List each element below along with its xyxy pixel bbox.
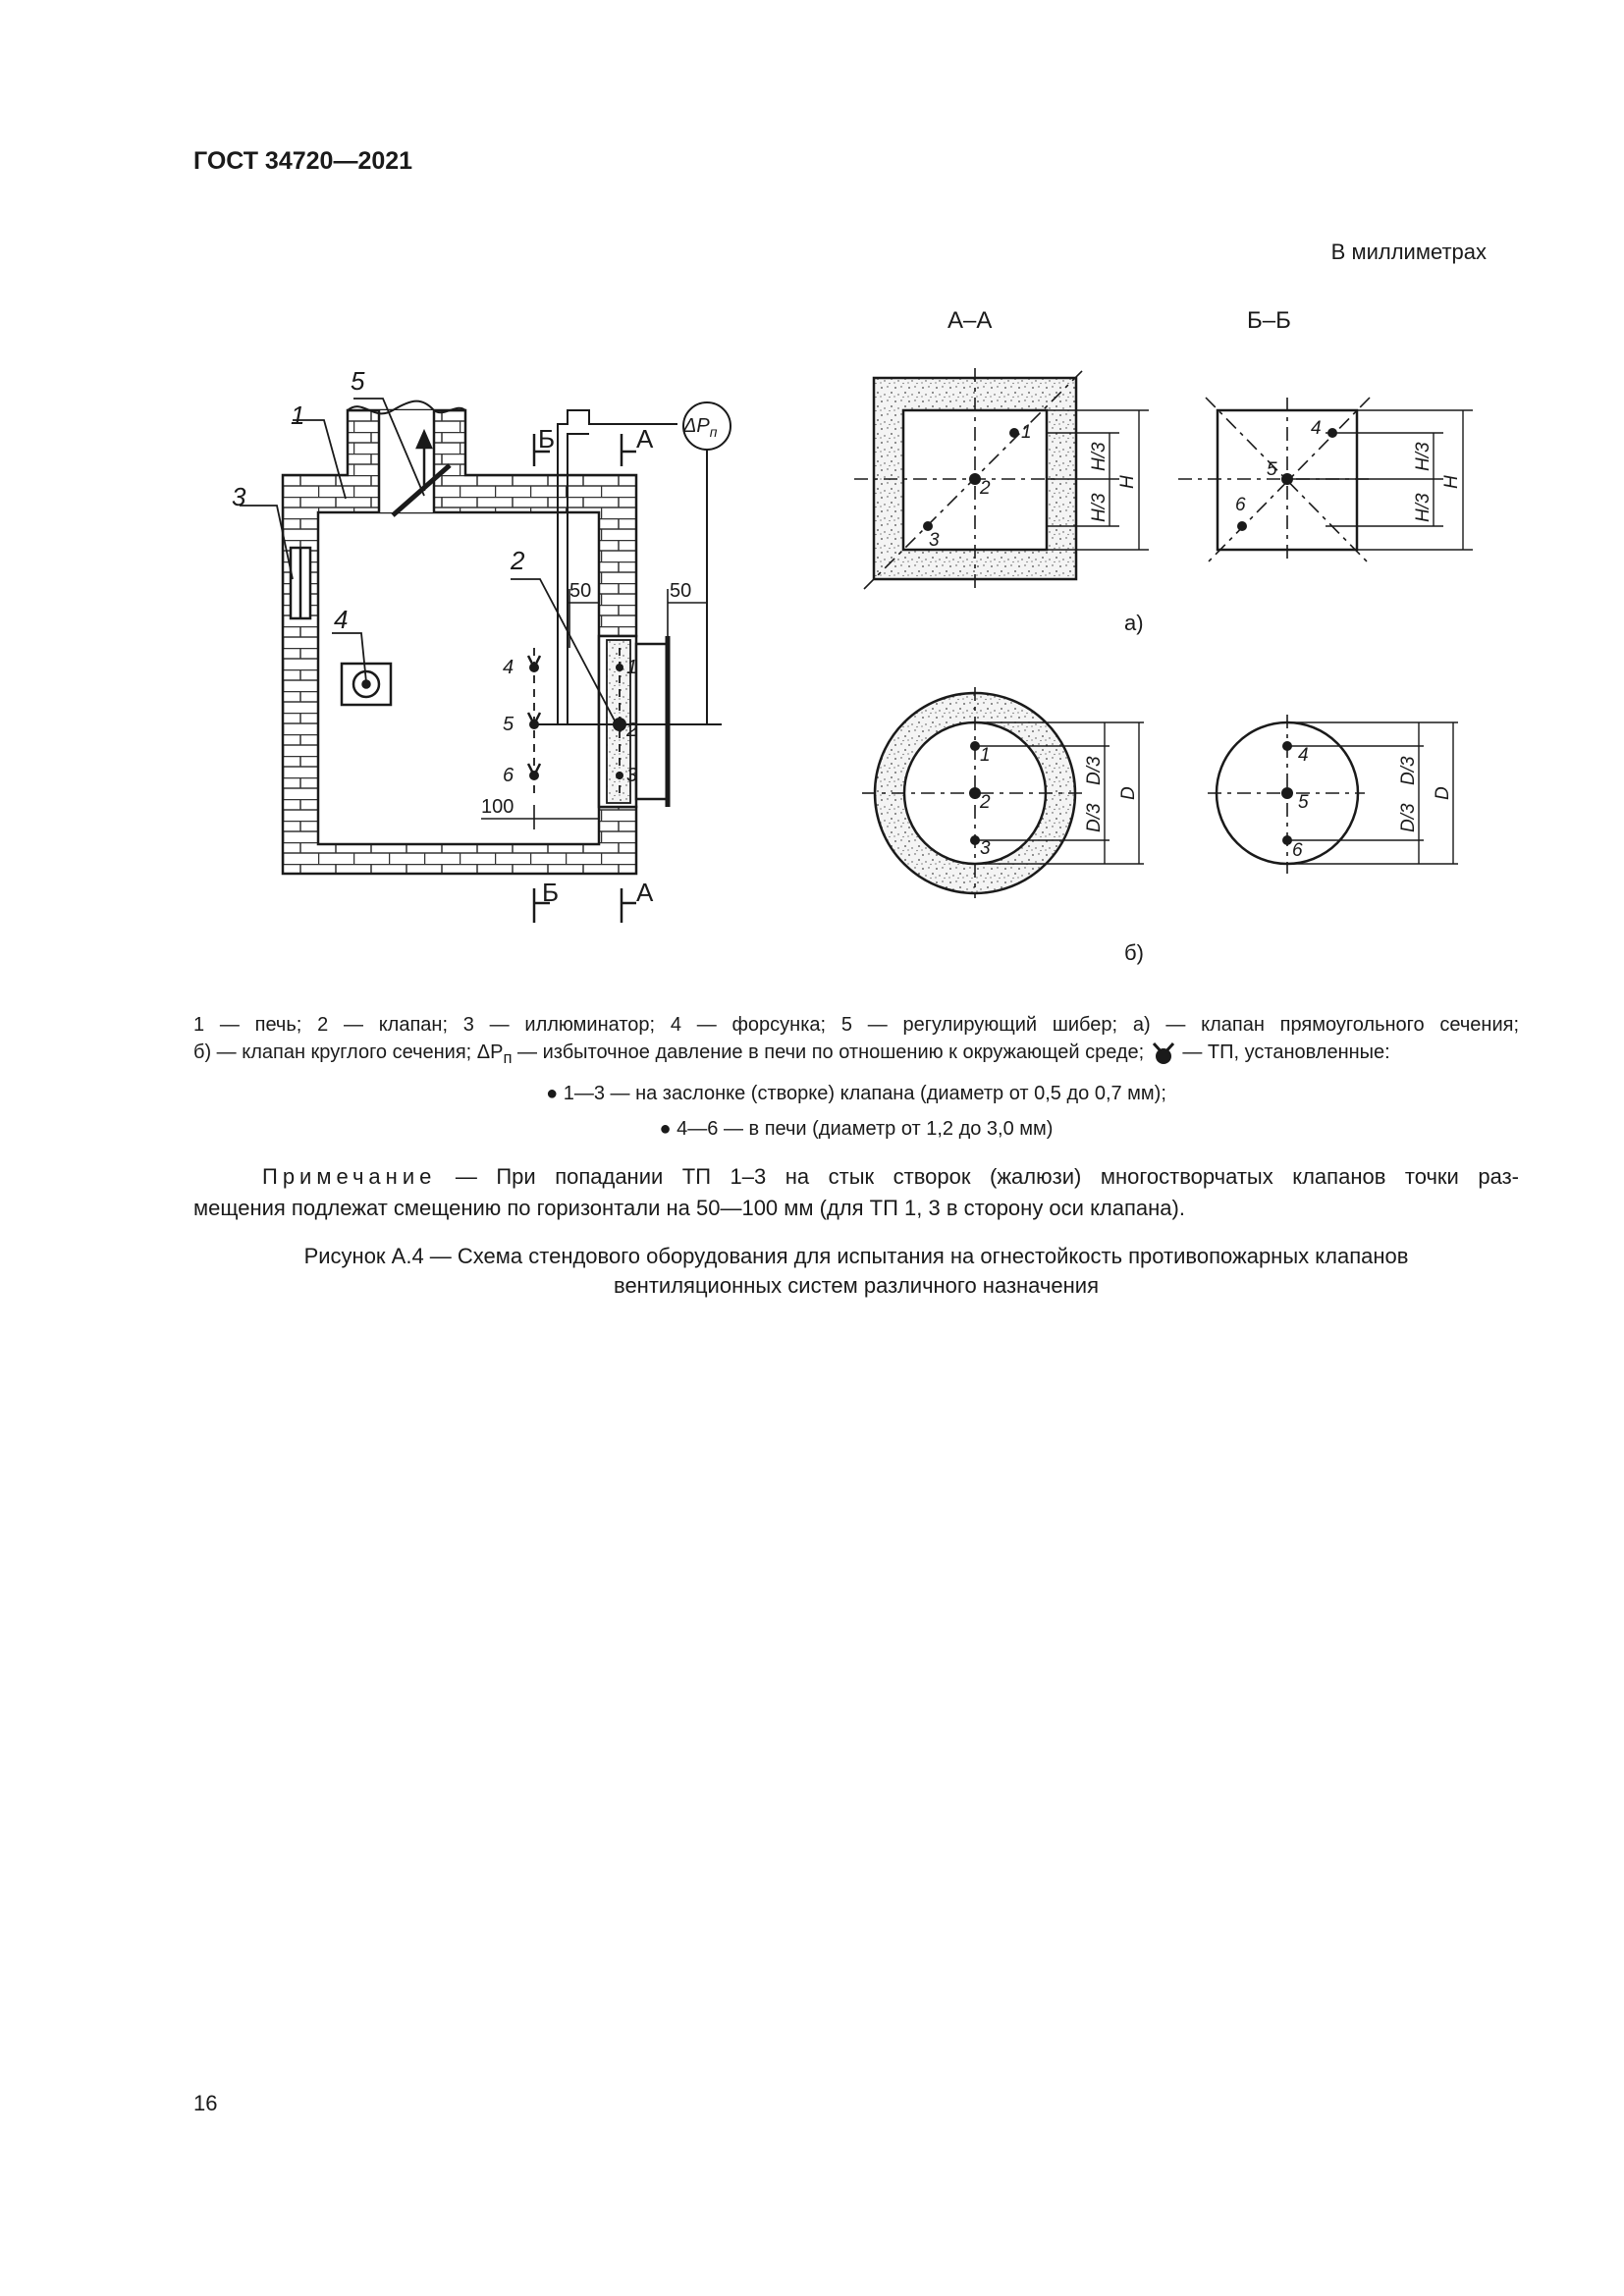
section-bb-rect [1178,398,1473,564]
dim-100: 100 [481,796,514,818]
aa-1: 1 [1021,422,1032,443]
label-1: 1 [291,400,305,430]
bb-6: 6 [1235,495,1246,515]
ra-1: 1 [980,745,991,766]
cut-b-bottom: Б [542,878,560,907]
label-5: 5 [351,366,365,396]
note-label: Примечание [262,1164,437,1189]
legend-line-2: б) — клапан круглого сечения; $\Delta P_п$ — избыточное давление в печи по отношению к окружающей среде; — ТП, установленные: [193,1041,1390,1067]
label-2: 2 [511,546,525,575]
note-line-1: Примечание — При попадании ТП 1–3 на стык створок (жалюзи) многостворчатых клапанов точки раз- [262,1164,1519,1189]
bb-5: 5 [1267,459,1277,480]
aa-h3-bottom: H/3 [1089,493,1110,522]
section-aa-rect [854,368,1149,589]
document-code: ГОСТ 34720—2021 [193,147,413,175]
caption-line-2: вентиляционных систем различного назначения [614,1273,1099,1298]
label-3: 3 [232,482,246,511]
rb-d: D [1433,786,1453,800]
ra-d3-top: D/3 [1084,756,1105,785]
section-bb-round [1208,715,1458,874]
note-block [193,1161,1519,1224]
section-bb-title: Б–Б [1247,307,1291,334]
label-b: б) [1124,940,1144,965]
legend-line-3: ● 1—3 — на заслонке (створке) клапана (диаметр от 0,5 до 0,7 мм); [546,1083,1166,1104]
bb-h3-bottom: H/3 [1413,493,1434,522]
furnace-brick-wall [283,410,636,874]
test-bench-figure [0,0,1624,991]
section-aa-round [862,687,1144,898]
page-number: 16 [193,2091,218,2115]
bb-h3-top: H/3 [1413,442,1434,471]
figure-legend [193,1011,1519,1143]
aa-h3-top: H/3 [1089,442,1110,471]
furnace-diagram [240,399,731,923]
aa-3: 3 [929,530,940,551]
rb-d3-bottom: D/3 [1398,803,1419,832]
tp1-label: 1 [626,657,638,678]
ra-d3-bottom: D/3 [1084,803,1105,832]
units-note: В миллиметрах [1330,240,1487,264]
bb-h: H [1441,475,1462,489]
tp2-label: 2 [626,720,638,741]
aa-2: 2 [980,478,991,499]
dim-50-b: 50 [670,580,692,602]
legend-line-1: 1 — печь; 2 — клапан; 3 — иллюминатор; 4 — форсунка; 5 — регулирующий шибер; а) — клапан прямоугольного сечения; [193,1014,1519,1036]
label-a: а) [1124,611,1144,635]
cut-a-top: А [636,424,654,454]
rb-6: 6 [1292,840,1303,861]
dim-50-a: 50 [569,580,592,602]
label-4: 4 [334,605,349,634]
rb-d3-top: D/3 [1398,756,1419,785]
dp-label: $\Delta P_п$ [683,415,718,440]
rb-5: 5 [1298,792,1309,813]
legend-line-4: ● 4—6 — в печи (диаметр от 1,2 до 3,0 мм) [659,1118,1054,1140]
aa-h: H [1117,475,1138,489]
figure-caption [193,1242,1519,1301]
tp3-label: 3 [626,765,638,786]
bb-4: 4 [1311,418,1322,439]
ra-2: 2 [980,792,991,813]
tp5-label: 5 [503,714,514,735]
section-aa-title: А–А [947,307,993,334]
ra-3: 3 [980,838,991,859]
ra-d: D [1118,786,1139,800]
tp6-label: 6 [503,765,514,786]
thermocouple-icon [1150,1041,1177,1065]
note-line-2: мещения подлежат смещению по горизонтали на 50—100 мм (для ТП 1, 3 в сторону оси клапана). [193,1196,1185,1220]
tp4-label: 4 [503,657,514,678]
cut-b-top: Б [538,424,556,454]
rb-4: 4 [1298,745,1309,766]
cut-a-bottom: А [636,878,654,907]
caption-line-1: Рисунок А.4 — Схема стендового оборудования для испытания на огнестойкость противопожарных клапанов [303,1244,1409,1268]
